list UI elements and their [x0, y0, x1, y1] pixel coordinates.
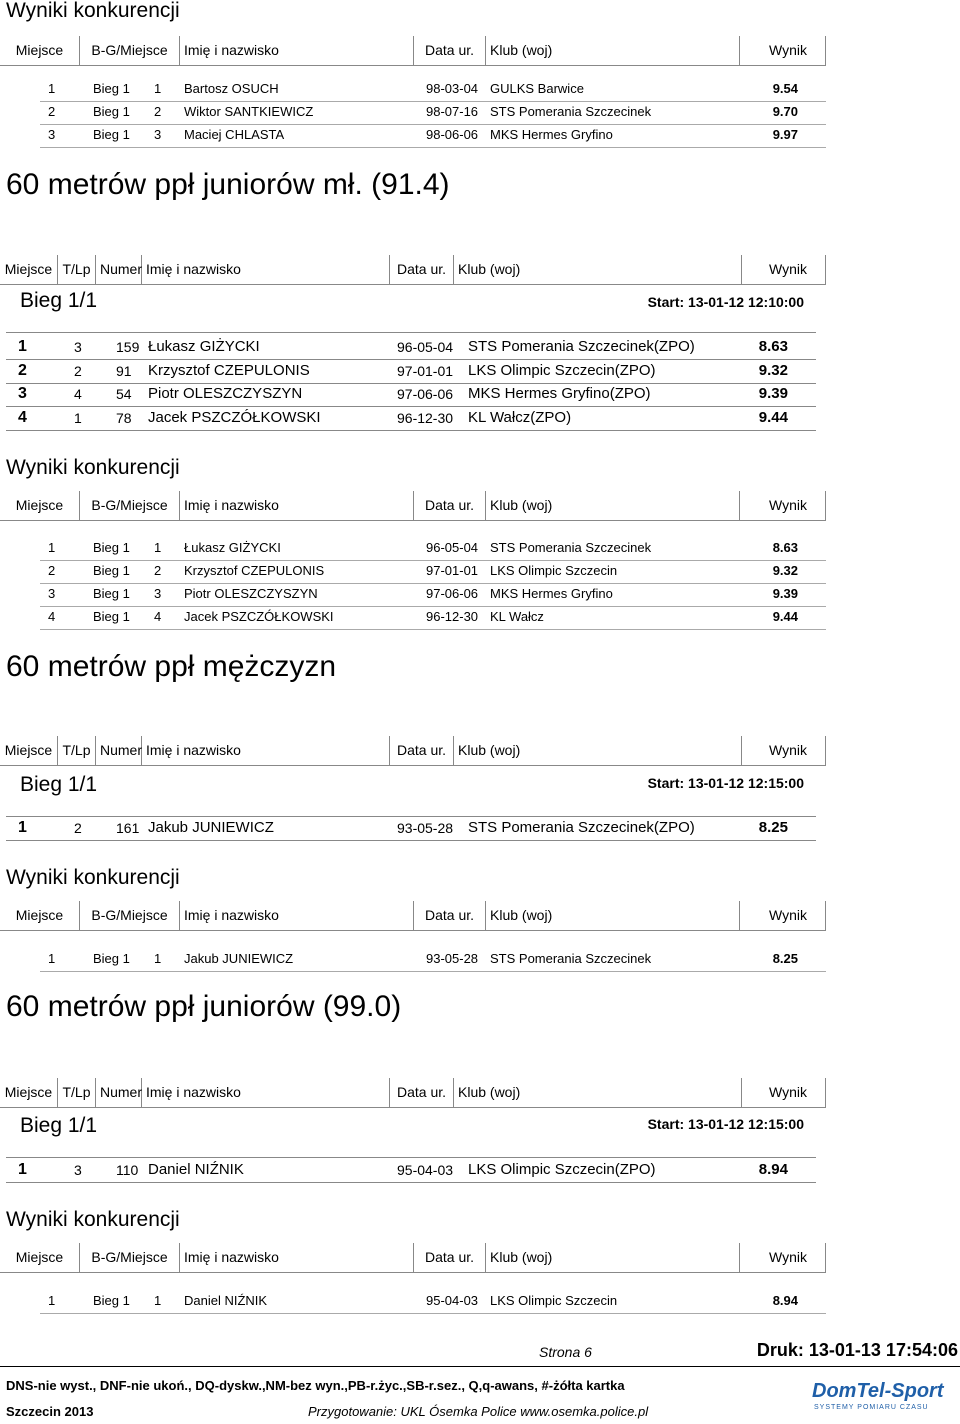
header-name: Imię i nazwisko [142, 255, 390, 285]
cell-dob: 95-04-03 [397, 1162, 454, 1178]
cell-result: 8.94 [772, 1293, 798, 1308]
header-dob: Data ur. [390, 1078, 454, 1108]
cell-dob: 96-12-30 [397, 409, 454, 426]
heat-row [0, 336, 826, 359]
cell-dob: 97-06-06 [426, 586, 479, 601]
header-heat-place: B-G/Miejsce [80, 491, 180, 521]
heat-row [0, 360, 826, 383]
header-lane: T/Lp [58, 1078, 96, 1108]
cell-bieg: Bieg 1 [93, 1293, 130, 1308]
cell-name: Łukasz GIŻYCKI [184, 540, 281, 555]
cell-bp: 1 [154, 1293, 162, 1308]
heat-label: Bieg 1/1 [20, 289, 98, 312]
cell-name: Jacek PSZCZÓŁKOWSKI [184, 609, 334, 624]
cell-result: 8.25 [758, 819, 788, 836]
table-header [0, 255, 826, 285]
result-row [0, 948, 826, 971]
page-number: Strona 6 [539, 1344, 592, 1360]
cell-club: STS Pomerania Szczecinek(ZPO) [468, 819, 695, 836]
cell-place: 3 [48, 127, 56, 142]
cell-bp: 2 [154, 563, 162, 578]
divider [40, 971, 826, 972]
cell-club: LKS Olimpic Szczecin(ZPO) [468, 361, 656, 379]
result-row [0, 1290, 826, 1313]
cell-place: 1 [48, 81, 56, 96]
heat-start-time: Start: 13-01-12 12:15:00 [647, 775, 804, 791]
cell-lp: 3 [74, 1162, 82, 1178]
header-place: Miejsce [0, 1078, 58, 1108]
cell-bieg: Bieg 1 [93, 951, 130, 966]
header-name: Imię i nazwisko [180, 491, 414, 521]
result-row [0, 583, 826, 606]
heat-label: Bieg 1/1 [20, 1114, 98, 1137]
cell-dob: 93-05-28 [397, 820, 454, 836]
cell-club: MKS Hermes Gryfino [490, 127, 613, 142]
header-dob: Data ur. [390, 255, 454, 285]
domtel-logo [808, 1380, 948, 1414]
cell-result: 9.32 [772, 563, 798, 578]
cell-result: 8.63 [772, 540, 798, 555]
result-row [0, 101, 826, 124]
table-header [0, 901, 826, 931]
result-row [0, 560, 826, 583]
cell-place: 3 [48, 586, 56, 601]
heat-row [0, 407, 826, 430]
cell-dob: 95-04-03 [426, 1293, 479, 1308]
cell-result: 8.63 [758, 338, 788, 355]
cell-name: Łukasz GIŻYCKI [148, 338, 260, 355]
cell-place: 4 [18, 408, 27, 426]
header-place: Miejsce [0, 1243, 80, 1273]
cell-place: 2 [48, 104, 56, 119]
header-name: Imię i nazwisko [142, 1078, 390, 1108]
prepared-by: Przygotowanie: UKL Ósemka Police www.osemka.police.pl [308, 1404, 649, 1419]
divider [40, 629, 826, 630]
cell-club: MKS Hermes Gryfino(ZPO) [468, 385, 651, 402]
header-number: Numer [96, 255, 142, 285]
cell-dob: 97-01-01 [397, 362, 454, 379]
cell-name: Jakub JUNIEWICZ [184, 951, 294, 966]
cell-dob: 98-06-06 [426, 127, 479, 142]
header-result: Wynik [740, 1243, 826, 1273]
cell-result: 8.25 [772, 951, 798, 966]
cell-name: Piotr OLESZCZYSZYN [184, 586, 318, 601]
konk-title: Wyniki konkurencji [6, 866, 180, 889]
cell-num: 91 [116, 362, 132, 379]
cell-result: 9.39 [758, 385, 788, 402]
cell-result: 9.97 [772, 127, 798, 142]
cell-bieg: Bieg 1 [93, 563, 130, 578]
table-header [0, 36, 826, 66]
cell-name: Maciej CHLASTA [184, 127, 285, 142]
cell-bp: 1 [154, 81, 162, 96]
cell-name: Daniel NIŹNIK [184, 1293, 268, 1308]
cell-name: Daniel NIŹNIK [148, 1161, 244, 1178]
logo-sub-text: SYSTEMY POMIARU CZASU [814, 1404, 929, 1411]
cell-place: 1 [48, 1293, 56, 1308]
cell-lp: 4 [74, 386, 82, 402]
header-heat-place: B-G/Miejsce [80, 901, 180, 931]
header-name: Imię i nazwisko [180, 36, 414, 66]
heat-start-time: Start: 13-01-12 12:15:00 [647, 1116, 804, 1132]
header-name: Imię i nazwisko [142, 736, 390, 766]
cell-club: STS Pomerania Szczecinek [490, 951, 652, 966]
divider [40, 1313, 826, 1314]
cell-dob: 97-06-06 [397, 386, 454, 402]
header-lane: T/Lp [58, 255, 96, 285]
header-result: Wynik [742, 736, 826, 766]
city-year: Szczecin 2013 [6, 1404, 94, 1419]
cell-place: 1 [18, 338, 27, 355]
cell-bp: 1 [154, 540, 162, 555]
header-club: Klub (woj) [486, 1243, 740, 1273]
cell-lp: 3 [74, 339, 82, 355]
cell-place: 1 [48, 951, 56, 966]
result-row [0, 606, 826, 629]
header-club: Klub (woj) [486, 491, 740, 521]
header-place: Miejsce [0, 255, 58, 285]
header-dob: Data ur. [414, 36, 486, 66]
cell-lp: 2 [74, 362, 82, 379]
cell-num: 159 [116, 339, 140, 355]
cell-dob: 93-05-28 [426, 951, 479, 966]
section-title: 60 metrów ppł juniorów (99.0) [6, 990, 402, 1023]
section-title: 60 metrów ppł juniorów mł. (91.4) [6, 168, 450, 201]
header-club: Klub (woj) [486, 901, 740, 931]
cell-name: Krzysztof CZEPULONIS [184, 563, 325, 578]
cell-bieg: Bieg 1 [93, 586, 130, 601]
cell-name: Jakub JUNIEWICZ [148, 819, 274, 836]
divider [6, 1157, 816, 1158]
cell-name: Wiktor SANTKIEWICZ [184, 104, 314, 119]
cell-bp: 3 [154, 127, 162, 142]
header-dob: Data ur. [414, 491, 486, 521]
cell-club: KL Wałcz [490, 609, 544, 624]
cell-num: 110 [116, 1162, 139, 1178]
cell-name: Bartosz OSUCH [184, 81, 279, 96]
cell-num: 161 [116, 820, 140, 836]
heat-start-time: Start: 13-01-12 12:10:00 [647, 294, 804, 310]
divider [6, 332, 816, 333]
header-place: Miejsce [0, 491, 80, 521]
cell-result: 8.94 [758, 1161, 788, 1178]
cell-place: 1 [48, 540, 56, 555]
header-club: Klub (woj) [454, 736, 742, 766]
cell-bp: 1 [154, 951, 162, 966]
cell-dob: 97-01-01 [426, 563, 479, 578]
cell-bieg: Bieg 1 [93, 609, 130, 624]
table-header [0, 736, 826, 766]
cell-place: 2 [18, 361, 27, 379]
header-result: Wynik [740, 901, 826, 931]
cell-result: 9.39 [772, 586, 798, 601]
cell-place: 4 [48, 609, 56, 624]
section-title: 60 metrów ppł mężczyzn [6, 650, 337, 683]
heat-row [0, 383, 826, 406]
header-place: Miejsce [0, 901, 80, 931]
konk-title: Wyniki konkurencji [6, 456, 180, 479]
cell-lp: 2 [74, 820, 82, 836]
header-dob: Data ur. [414, 901, 486, 931]
logo-main-text: DomTel-Sport [812, 1380, 944, 1402]
konk-title: Wyniki konkurencji [6, 1208, 180, 1231]
cell-name: Krzysztof CZEPULONIS [148, 361, 310, 379]
header-place: Miejsce [0, 736, 58, 766]
table-header [0, 491, 826, 521]
header-club: Klub (woj) [486, 36, 740, 66]
cell-result: 9.54 [772, 81, 798, 96]
cell-result: 9.44 [772, 609, 798, 624]
cell-dob: 96-05-04 [397, 339, 454, 355]
cell-club: KL Wałcz(ZPO) [468, 408, 572, 426]
cell-club: STS Pomerania Szczecinek [490, 540, 652, 555]
header-name: Imię i nazwisko [180, 901, 414, 931]
heat-row [0, 1159, 826, 1182]
header-lane: T/Lp [58, 736, 96, 766]
cell-bieg: Bieg 1 [93, 104, 130, 119]
cell-club: LKS Olimpic Szczecin [490, 563, 618, 578]
cell-dob: 98-07-16 [426, 104, 479, 119]
cell-club: LKS Olimpic Szczecin [490, 1293, 618, 1308]
divider [40, 147, 826, 148]
cell-club: STS Pomerania Szczecinek(ZPO) [468, 338, 695, 355]
cell-dob: 98-03-04 [426, 81, 479, 96]
konk-title: Wyniki konkurencji [6, 0, 180, 22]
cell-name: Piotr OLESZCZYSZYN [148, 385, 303, 402]
legend-text: DNS-nie wyst., DNF-nie ukoń., DQ-dyskw.,NM-bez wyn.,PB-r.życ.,SB-r.sez., Q,q-awans, #-żółta kartka [6, 1378, 625, 1393]
header-club: Klub (woj) [454, 255, 742, 285]
header-heat-place: B-G/Miejsce [80, 36, 180, 66]
cell-result: 9.70 [772, 104, 798, 119]
cell-place: 2 [48, 563, 56, 578]
header-result: Wynik [740, 491, 826, 521]
result-row [0, 537, 826, 560]
cell-name: Jacek PSZCZÓŁKOWSKI [148, 408, 321, 426]
header-result: Wynik [740, 36, 826, 66]
cell-result: 9.32 [758, 361, 788, 379]
header-place: Miejsce [0, 36, 80, 66]
heat-label: Bieg 1/1 [20, 773, 98, 796]
result-row [0, 124, 826, 147]
cell-place: 1 [18, 819, 27, 836]
header-result: Wynik [742, 255, 826, 285]
heat-row [0, 817, 826, 840]
header-number: Numer [96, 1078, 142, 1108]
cell-bp: 3 [154, 586, 162, 601]
header-dob: Data ur. [390, 736, 454, 766]
cell-num: 54 [116, 386, 132, 402]
cell-result: 9.44 [758, 408, 788, 426]
cell-lp: 1 [74, 409, 82, 426]
cell-dob: 96-12-30 [426, 609, 479, 624]
header-dob: Data ur. [414, 1243, 486, 1273]
divider [6, 840, 816, 841]
cell-bieg: Bieg 1 [93, 81, 130, 96]
header-result: Wynik [742, 1078, 826, 1108]
cell-club: LKS Olimpic Szczecin(ZPO) [468, 1161, 656, 1178]
cell-club: MKS Hermes Gryfino [490, 586, 613, 601]
cell-dob: 96-05-04 [426, 540, 479, 555]
cell-bieg: Bieg 1 [93, 540, 130, 555]
cell-club: STS Pomerania Szczecinek [490, 104, 652, 119]
cell-club: GULKS Barwice [490, 81, 584, 96]
divider [6, 1182, 816, 1183]
footer-divider [0, 1366, 960, 1367]
header-number: Numer [96, 736, 142, 766]
cell-bp: 2 [154, 104, 162, 119]
table-header [0, 1243, 826, 1273]
cell-place: 3 [18, 385, 27, 402]
cell-num: 78 [116, 409, 132, 426]
table-header [0, 1078, 826, 1108]
result-row [0, 78, 826, 101]
print-timestamp: Druk: 13-01-13 17:54:06 [756, 1340, 958, 1360]
cell-bp: 4 [154, 609, 162, 624]
cell-bieg: Bieg 1 [93, 127, 130, 142]
header-name: Imię i nazwisko [180, 1243, 414, 1273]
header-heat-place: B-G/Miejsce [80, 1243, 180, 1273]
header-club: Klub (woj) [454, 1078, 742, 1108]
divider [6, 430, 816, 431]
cell-place: 1 [18, 1161, 27, 1178]
